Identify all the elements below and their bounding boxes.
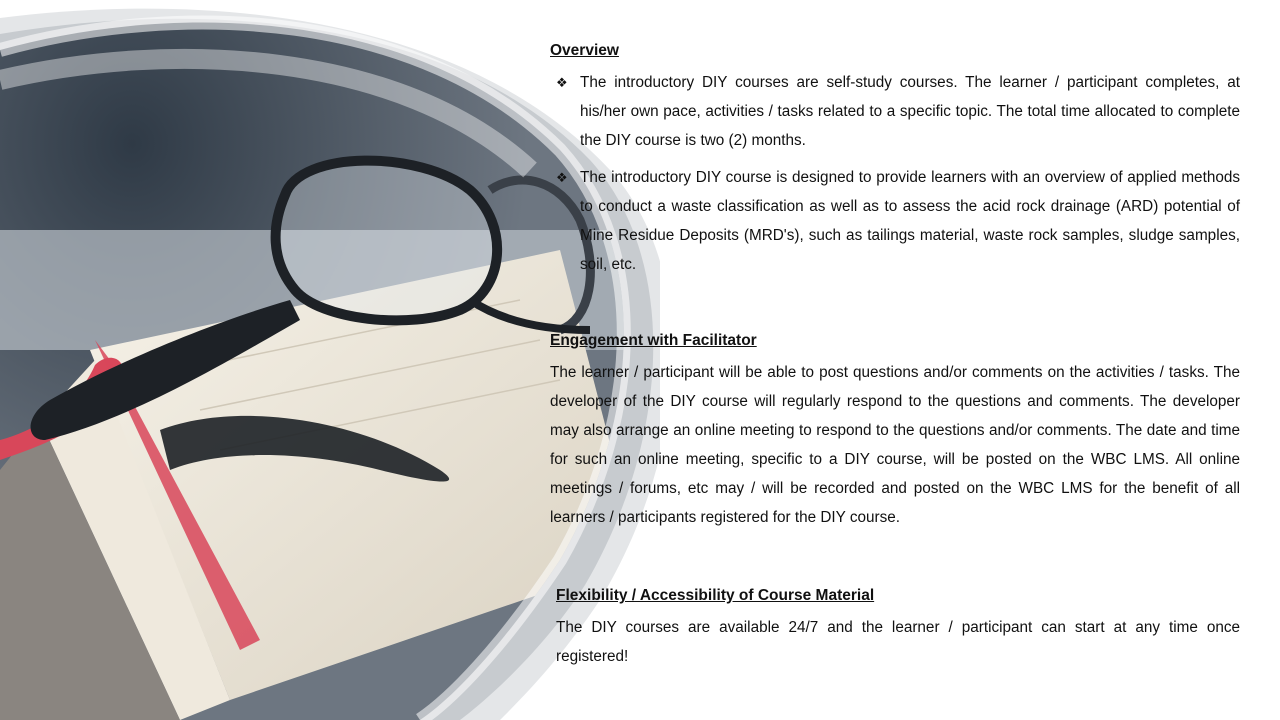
list-item	[550, 68, 1240, 155]
diamond-bullet-icon: ❖	[556, 170, 568, 185]
bullet-text: The introductory DIY courses are self-study courses. The learner / participant completes, at his/her own pace, activities / tasks related to a specific topic. The total time allocated to complete the DIY course is two (2) months.	[580, 74, 1240, 149]
engagement-text: The learner / participant will be able to post questions and/or comments on the activities / tasks. The developer of the DIY course will regularly respond to the questions and comments. The developer may also arrange an online meeting to respond to the questions and/or comments. The date and time for such an online meeting, specific to a DIY course, will be posted on the WBC LMS. All online meetings / forums, etc may / will be recorded and posted on the WBC LMS for the benefit of all learners / participants registered for the DIY course.	[550, 364, 1240, 526]
diamond-bullet-icon: ❖	[556, 75, 568, 90]
overview-section	[550, 40, 1240, 279]
engagement-section	[550, 330, 1240, 532]
overview-heading: Overview	[550, 42, 619, 59]
engagement-heading: Engagement with Facilitator	[550, 332, 757, 349]
list-item	[550, 163, 1240, 279]
flexibility-text: The DIY courses are available 24/7 and the learner / participant can start at any time once registered!	[556, 619, 1240, 665]
flexibility-heading: Flexibility / Accessibility of Course Material	[556, 587, 875, 604]
bullet-text: The introductory DIY course is designed to provide learners with an overview of applied methods to conduct a waste classification as well as to assess the acid rock drainage (ARD) potential of Mine Residue Deposits (MRD's), such as tailings material, waste rock samples, sludge samples, soil, etc.	[580, 169, 1240, 273]
flexibility-section	[556, 585, 1240, 671]
glasses-lens	[276, 161, 498, 321]
overview-bullets	[550, 68, 1240, 279]
content-area	[550, 40, 1240, 665]
